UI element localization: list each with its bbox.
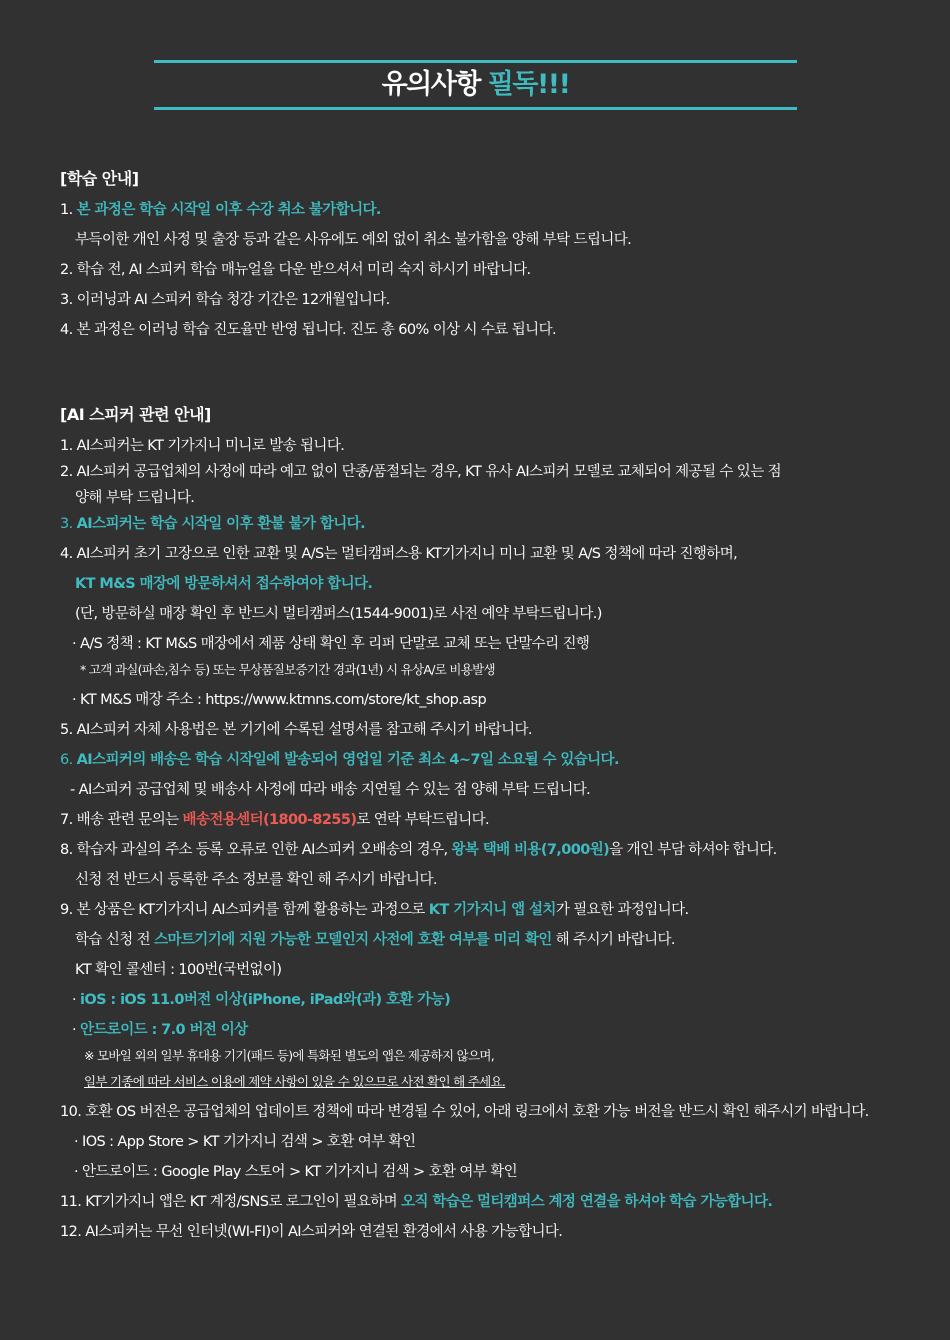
shipping-center-contact: 배송전용센터(1800-8255) — [182, 812, 357, 828]
learning-item-4: 4. 본 과정은 이러닝 학습 진도율만 반영 됩니다. 진도 총 60% 이상 시 수료 됩니다. — [60, 322, 557, 338]
speaker-item-2: 2. AI스피커 공급업체의 사정에 따라 예고 없이 단종/품절되는 경우, KT 유사 AI스피커 모델로 교체되어 제공될 수 있는 점 — [60, 464, 782, 480]
call-center-info: KT 확인 콜센터 : 100번(국번없이) — [75, 962, 282, 978]
title-accent: 필독!!! — [487, 69, 570, 100]
plain-text: 해 주시기 바랍니다. — [551, 932, 675, 948]
speaker-item-9-check — [75, 930, 675, 950]
speaker-item-10: 10. 호환 OS 버전은 공급업체의 업데이트 정책에 따라 변경될 수 있어, 아래 링크에서 호환 가능 버전을 반드시 확인 해주시기 바랍니다. — [60, 1104, 869, 1120]
highlight-text: AI스피커의 배송은 학습 시작일에 발송되어 영업일 기준 최소 4~7일 소요될 수 있습니다. — [76, 752, 619, 768]
speaker-item-4: 4. AI스피커 초기 고장으로 인한 교환 및 A/S는 멀티캠퍼스용 KT기가지니 미니 교환 및 A/S 정책에 따라 진행하며, — [60, 546, 738, 562]
learning-item-2: 2. 학습 전, AI 스피커 학습 매뉴얼을 다운 받으셔서 미리 숙지 하시기 바랍니다. — [60, 262, 531, 278]
item-number: 6. — [60, 752, 77, 768]
speaker-item-4-note: (단, 방문하실 매장 확인 후 반드시 멀티캠퍼스(1544-9001)로 사전 예약 부탁드립니다.) — [75, 606, 602, 622]
section-heading-ai-speaker: [AI 스피커 관련 안내] — [60, 405, 211, 424]
highlight-text: 본 과정은 학습 시작일 이후 수강 취소 불가합니다. — [76, 202, 381, 218]
item-number: 3. — [60, 516, 77, 532]
ios-check-path: · IOS : App Store > KT 기가지니 검색 > 호환 여부 확인 — [74, 1134, 416, 1150]
learning-item-3: 3. 이러닝과 AI 스피커 학습 청강 기간은 12개월입니다. — [60, 292, 390, 308]
speaker-item-11 — [60, 1192, 772, 1212]
highlight-text: iOS : iOS 11.0버전 이상(iPhone, iPad와(과) 호환 가능) — [80, 992, 451, 1008]
speaker-item-4-highlight: KT M&S 매장에 방문하셔서 접수하여야 합니다. — [75, 576, 373, 592]
speaker-item-8-note: 신청 전 반드시 등록한 주소 정보를 확인 해 주시기 바랍니다. — [75, 872, 437, 888]
highlight-text: KT 기가지니 앱 설치 — [428, 902, 556, 918]
store-address-item: · KT M&S 매장 주소 : https://www.ktmns.com/store/kt_shop.asp — [72, 692, 487, 708]
bullet: · — [72, 992, 81, 1008]
learning-item-1-note: 부득이한 개인 사정 및 출장 등과 같은 사유에도 예외 없이 취소 불가함을 양해 부탁 드립니다. — [75, 232, 632, 248]
item-number: 1. — [60, 202, 77, 218]
plain-text: 가 필요한 과정입니다. — [555, 902, 689, 918]
highlight-text: 오직 학습은 멀티캠퍼스 계정 연결을 하셔야 학습 가능합니다. — [401, 1194, 773, 1210]
android-version-item — [72, 1020, 248, 1040]
title-main: 유의사항 — [381, 69, 488, 100]
highlight-text: 스마트기기에 지원 가능한 모델인지 사전에 호환 여부를 미리 확인 — [154, 932, 552, 948]
speaker-item-8 — [60, 840, 777, 860]
speaker-item-12: 12. AI스피커는 무선 인터넷(WI-FI)이 AI스피커와 연결된 환경에서 사용 가능합니다. — [60, 1224, 563, 1240]
android-check-path: · 안드로이드 : Google Play 스토어 > KT 기가지니 검색 > 호환 여부 확인 — [74, 1164, 518, 1180]
plain-text: 7. 배송 관련 문의는 — [60, 812, 183, 828]
bullet: · — [72, 1022, 81, 1038]
as-policy-footnote: * 고객 과실(파손,침수 등) 또는 무상품질보증기간 경과(1년) 시 유상A/로 비용발생 — [80, 662, 495, 677]
speaker-item-2-cont: 양해 부탁 드립니다. — [75, 490, 195, 506]
speaker-item-9 — [60, 900, 689, 920]
plain-text: 로 연락 부탁드립니다. — [356, 812, 490, 828]
plain-text: 을 개인 부담 하셔야 합니다. — [609, 842, 777, 858]
speaker-item-1: 1. AI스피커는 KT 기가지니 미니로 발송 됩니다. — [60, 438, 345, 454]
as-policy-item: · A/S 정책 : KT M&S 매장에서 제품 상태 확인 후 리퍼 단말로 교체 또는 단말수리 진행 — [72, 636, 590, 652]
highlight-text: 왕복 택배 비용(7,000원) — [451, 842, 610, 858]
ios-version-item — [72, 990, 450, 1010]
learning-item-1 — [60, 200, 381, 220]
speaker-item-5: 5. AI스피커 자체 사용법은 본 기기에 수록된 설명서를 참고해 주시기 바랍니다. — [60, 722, 532, 738]
section-heading-learning: [학습 안내] — [60, 169, 139, 188]
highlight-text: 안드로이드 : 7.0 버전 이상 — [80, 1022, 248, 1038]
speaker-item-3 — [60, 514, 365, 534]
plain-text: 9. 본 상품은 KT기가지니 AI스피커를 함께 활용하는 과정으로 — [60, 902, 429, 918]
device-footnote-2: 일부 기종에 따라 서비스 이용에 제약 사항이 있을 수 있으므로 사전 확인 해 주세요. — [84, 1074, 506, 1089]
device-footnote-1: ※ 모바일 외의 일부 휴대용 기기(패드 등)에 특화된 별도의 앱은 제공하지 않으며, — [84, 1048, 495, 1063]
speaker-item-7 — [60, 810, 489, 830]
plain-text: 11. KT기가지니 앱은 KT 계정/SNS로 로그인이 필요하며 — [60, 1194, 402, 1210]
plain-text: 8. 학습자 과실의 주소 등록 오류로 인한 AI스피커 오배송의 경우, — [60, 842, 452, 858]
plain-text: 학습 신청 전 — [75, 932, 155, 948]
speaker-item-6 — [60, 750, 619, 770]
speaker-item-6-note: - AI스피커 공급업체 및 배송사 사정에 따라 배송 지연될 수 있는 점 양해 부탁 드립니다. — [70, 782, 591, 798]
highlight-text: AI스피커는 학습 시작일 이후 환불 불가 합니다. — [76, 516, 365, 532]
